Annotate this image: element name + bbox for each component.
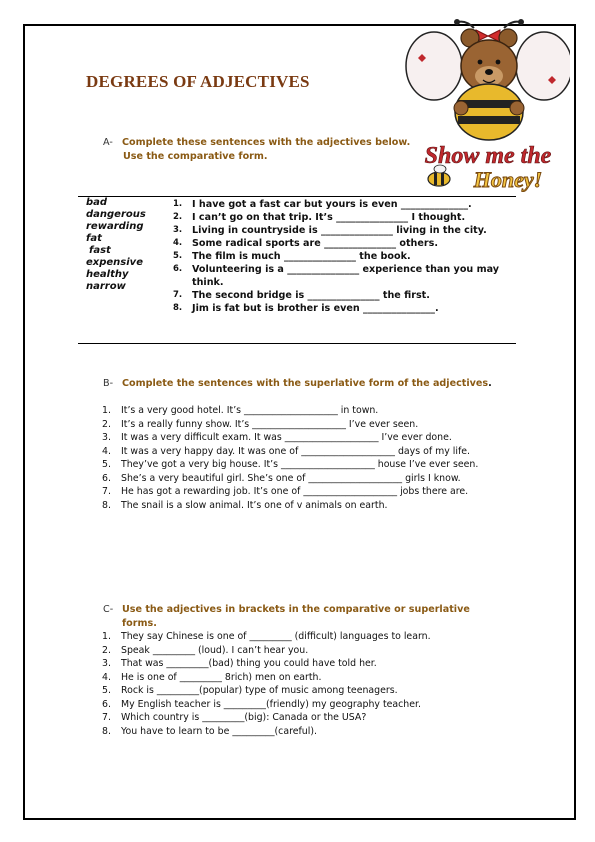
item-number: 8. xyxy=(173,303,183,313)
item-text: He has got a rewarding job. It’s one of ____________________ jobs there are. xyxy=(121,486,469,497)
item-number: 4. xyxy=(102,671,111,683)
item-text: The snail is a slow animal. It’s one of v animals on earth. xyxy=(121,499,388,511)
item-text: It was a very difficult exam. It was ____________________ I’ve ever done. xyxy=(121,432,452,443)
item-number: 7. xyxy=(102,712,111,723)
list-item xyxy=(102,671,522,685)
list-item xyxy=(102,711,522,725)
item-number: 4. xyxy=(102,445,111,457)
item-number: 1. xyxy=(102,405,111,416)
list-item xyxy=(102,431,522,445)
item-text: They’ve got a very big house. It’s ____________________ house I’ve ever seen. xyxy=(121,459,479,470)
list-item xyxy=(102,725,522,739)
item-number: 7. xyxy=(173,290,183,300)
section-c-instruction xyxy=(103,603,470,631)
word-item: expensive xyxy=(86,257,143,268)
item-text: Volunteering is a _______________ experience than you may think. xyxy=(192,264,500,288)
item-number: 5. xyxy=(102,685,111,696)
item-text: It’s a really funny show. It’s ____________________ I’ve ever seen. xyxy=(121,418,419,430)
item-text: It’s a very good hotel. It’s ____________________ in town. xyxy=(121,405,379,416)
illustration-caption-line1: Show me the xyxy=(424,143,552,169)
item-number: 1. xyxy=(173,199,183,209)
list-item xyxy=(173,198,513,211)
list-item xyxy=(102,404,522,418)
bee-bear-illustration xyxy=(404,16,570,194)
item-number: 2. xyxy=(102,418,111,430)
section-b-sentences xyxy=(102,404,522,512)
item-text: Which country is _________(big): Canada or the USA? xyxy=(121,712,367,723)
section-a-sentences xyxy=(173,198,513,315)
word-item: rewarding xyxy=(86,221,144,232)
list-item xyxy=(102,485,522,499)
item-number: 3. xyxy=(173,225,183,235)
item-text: That was _________(bad) thing you could have told her. xyxy=(121,658,377,669)
item-number: 6. xyxy=(173,264,183,274)
list-item xyxy=(173,289,513,302)
item-number: 6. xyxy=(102,698,111,710)
item-number: 4. xyxy=(173,238,183,248)
word-item: healthy xyxy=(86,269,129,280)
section-a-letter: A- xyxy=(103,137,113,148)
list-item xyxy=(102,418,522,432)
item-text: The film is much _______________ the book. xyxy=(192,251,411,262)
section-c-instruction-line2: forms. xyxy=(122,618,157,629)
item-number: 6. xyxy=(102,472,111,484)
item-number: 5. xyxy=(173,251,183,261)
word-item: narrow xyxy=(86,281,126,292)
item-number: 7. xyxy=(102,486,111,497)
item-number: 2. xyxy=(102,644,111,656)
item-number: 2. xyxy=(173,212,183,222)
item-number: 8. xyxy=(102,499,111,511)
illustration-caption-line2: Honey! xyxy=(473,167,543,192)
list-item xyxy=(102,472,522,486)
item-number: 3. xyxy=(102,658,111,669)
section-a-instruction-line2: Use the comparative form. xyxy=(123,151,268,162)
list-item xyxy=(102,644,522,658)
list-item xyxy=(102,445,522,459)
item-number: 8. xyxy=(102,725,111,737)
section-a-instruction xyxy=(103,136,410,164)
list-item xyxy=(102,458,522,472)
item-text: The second bridge is _______________ the first. xyxy=(192,290,430,301)
list-item xyxy=(102,684,522,698)
word-item: fat xyxy=(86,233,102,244)
list-item xyxy=(173,211,513,224)
list-item xyxy=(173,302,513,315)
list-item xyxy=(102,698,522,712)
item-text: My English teacher is _________(friendly) my geography teacher. xyxy=(121,698,421,710)
section-a-bottom-rule xyxy=(78,343,516,344)
adjective-word-list xyxy=(86,197,150,293)
page-title: DEGREES OF ADJECTIVES xyxy=(86,72,310,91)
section-c-sentences xyxy=(102,630,522,738)
item-number: 5. xyxy=(102,459,111,470)
item-text: Speak _________ (loud). I can’t hear you. xyxy=(121,644,309,656)
word-item: fast xyxy=(89,245,111,256)
word-item: dangerous xyxy=(86,209,146,220)
item-text: Some radical sports are _______________ others. xyxy=(192,238,438,249)
section-b-instruction: B- Complete the sentences with the superlative form of the adjectives. xyxy=(103,378,492,389)
item-number: 1. xyxy=(102,631,111,642)
section-b-letter: B- xyxy=(103,378,114,389)
item-text: He is one of _________ 8rich) men on earth. xyxy=(121,671,322,683)
item-text: I have got a fast car but yours is even ______________. xyxy=(192,199,472,210)
list-item xyxy=(173,224,513,237)
item-text: Living in countryside is _______________ living in the city. xyxy=(192,225,487,236)
section-b-instruction-text: Complete the sentences with the superlative form of the adjectives xyxy=(122,378,489,389)
list-item xyxy=(173,237,513,250)
item-text: Rock is _________(popular) type of music among teenagers. xyxy=(121,685,398,696)
section-c-letter: C- xyxy=(103,604,114,615)
section-c-instruction-line1: Use the adjectives in brackets in the comparative or superlative xyxy=(122,604,470,615)
list-item xyxy=(102,499,522,513)
list-item xyxy=(173,250,513,263)
item-text: Jim is fat but is brother is even _______________. xyxy=(192,303,439,314)
list-item xyxy=(102,657,522,671)
word-item: bad xyxy=(86,197,108,208)
item-text: It was a very happy day. It was one of ____________________ days of my life. xyxy=(121,445,471,457)
item-text: She’s a very beautiful girl. She’s one of ____________________ girls I know. xyxy=(121,472,461,484)
list-item xyxy=(102,630,522,644)
list-item xyxy=(173,263,513,289)
section-a-instruction-line1: Complete these sentences with the adjectives below. xyxy=(122,137,411,148)
item-text: They say Chinese is one of _________ (difficult) languages to learn. xyxy=(121,631,431,642)
item-text: I can’t go on that trip. It’s _______________ I thought. xyxy=(192,212,466,223)
item-number: 3. xyxy=(102,432,111,443)
item-text: You have to learn to be _________(careful). xyxy=(121,725,317,737)
